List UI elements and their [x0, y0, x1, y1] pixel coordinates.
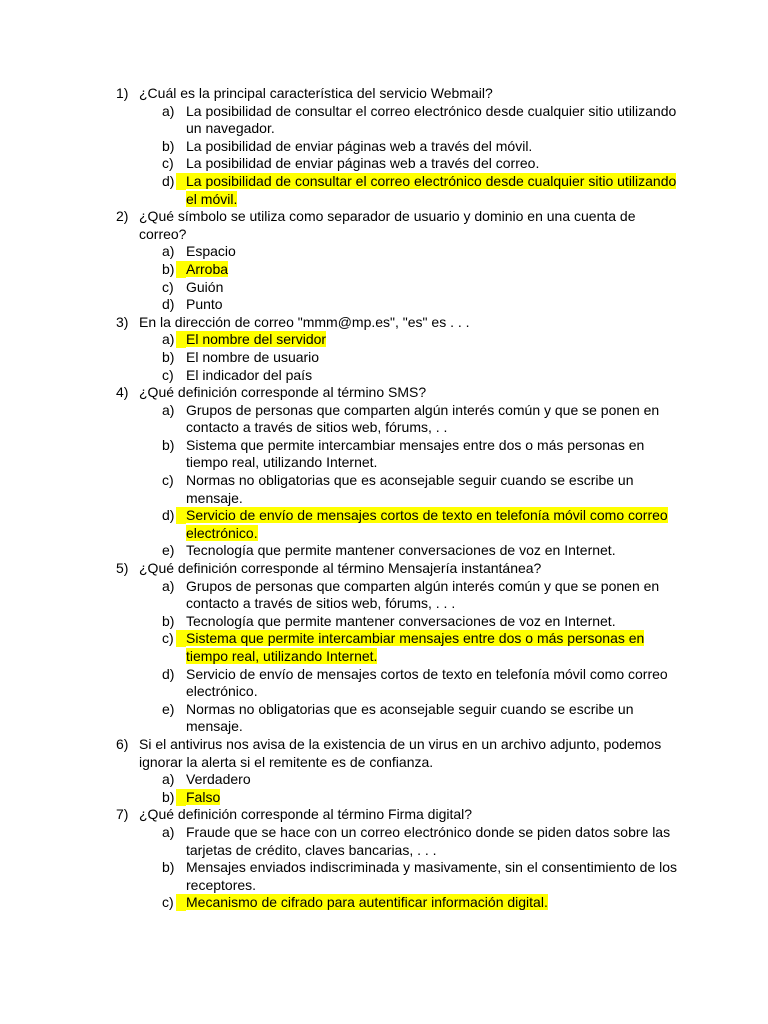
question-7 — [0, 806, 768, 824]
answer-option — [0, 789, 768, 807]
option-text: Normas no obligatorias que es aconsejable seguir cuando se escribe un mensaje. — [186, 472, 634, 506]
option-letter: c) — [162, 155, 174, 172]
question-number: 3) — [116, 313, 129, 330]
option-letter: c) — [162, 630, 174, 647]
highlight-mark — [176, 173, 186, 190]
option-text: Mensajes enviados indiscriminada y masivamente, sin el consentimiento de los receptores. — [186, 859, 678, 893]
highlighted-answer-text: La posibilidad de consultar el correo electrónico desde cualquier sitio utilizando el móvil. — [186, 172, 677, 207]
option-letter: d) — [162, 296, 175, 313]
highlighted-answer-text: Arroba — [186, 260, 229, 277]
answer-option — [0, 331, 768, 349]
answer-option — [0, 437, 768, 472]
highlighted-answer-text: Sistema que permite intercambiar mensajes entre dos o más personas en tiempo real, utilizando Internet. — [186, 630, 645, 664]
option-text: Verdadero — [186, 771, 251, 788]
option-text: Guión — [186, 278, 224, 295]
option-letter: b) — [162, 788, 175, 805]
answer-option — [0, 367, 768, 385]
option-text: La posibilidad de enviar páginas web a través del correo. — [186, 155, 540, 172]
question-text: ¿Qué definición corresponde al término Mensajería instantánea? — [139, 560, 542, 577]
option-text: El indicador del país — [186, 366, 313, 383]
highlighted-answer-text: Servicio de envío de mensajes cortos de texto en telefonía móvil como correo electrónico. — [186, 507, 668, 541]
answer-option — [0, 894, 768, 912]
answer-option — [0, 103, 768, 138]
option-letter: d) — [162, 665, 175, 682]
option-letter: a) — [162, 102, 175, 119]
option-letter: b) — [162, 436, 175, 453]
question-6 — [0, 736, 768, 771]
answer-option — [0, 701, 768, 736]
option-letter: c) — [162, 894, 174, 911]
option-letter: a) — [162, 243, 175, 260]
option-text: Grupos de personas que comparten algún interés común y que se ponen en contacto a través de sitios web, fórums, . . — [186, 401, 660, 436]
option-letter: a) — [162, 401, 175, 418]
answer-option — [0, 138, 768, 156]
answer-option — [0, 296, 768, 314]
answer-option — [0, 349, 768, 367]
option-text: Servicio de envío de mensajes cortos de texto en telefonía móvil como correo electrónico. — [186, 665, 668, 700]
answer-option — [0, 613, 768, 631]
option-text: Fraude que se hace con un correo electrónico donde se piden datos sobre las tarjetas de crédito, claves bancarias, . . . — [186, 823, 671, 858]
answer-option — [0, 630, 768, 665]
highlight-mark — [176, 331, 186, 348]
question-number: 1) — [116, 85, 129, 101]
answer-option — [0, 578, 768, 613]
question-2 — [0, 208, 768, 243]
highlight-mark — [176, 261, 186, 278]
question-number: 5) — [116, 560, 129, 577]
option-letter: a) — [162, 577, 175, 594]
question-number: 7) — [116, 806, 129, 823]
answer-option — [0, 402, 768, 437]
highlight-mark — [176, 630, 186, 647]
option-text: Grupos de personas que comparten algún interés común y que se ponen en contacto a través de sitios web, fórums, . . . — [186, 577, 660, 612]
highlighted-answer-text: Falso — [186, 788, 221, 805]
option-letter: c) — [162, 366, 174, 383]
option-letter: b) — [162, 859, 175, 876]
answer-option — [0, 243, 768, 261]
option-letter: a) — [162, 331, 175, 348]
question-5 — [0, 560, 768, 578]
answer-option — [0, 279, 768, 297]
option-letter: c) — [162, 278, 174, 295]
quiz-document — [0, 85, 768, 912]
option-letter: b) — [162, 612, 175, 629]
question-text: ¿Qué símbolo se utiliza como separador de usuario y dominio en una cuenta de correo? — [139, 208, 636, 242]
option-text: La posibilidad de enviar páginas web a través del móvil. — [186, 137, 533, 154]
question-text: ¿Qué definición corresponde al término SMS? — [139, 384, 427, 401]
question-text: ¿Qué definición corresponde al término Firma digital? — [139, 806, 473, 823]
option-letter: d) — [162, 507, 175, 524]
option-text: El nombre de usuario — [186, 348, 320, 365]
option-text: Tecnología que permite mantener conversaciones de voz en Internet. — [186, 542, 616, 559]
option-letter: b) — [162, 137, 175, 154]
question-3 — [0, 314, 768, 332]
option-text: Tecnología que permite mantener conversaciones de voz en Internet. — [186, 612, 616, 629]
highlighted-answer-text: Mecanismo de cifrado para autentificar información digital. — [186, 894, 548, 911]
question-1 — [0, 85, 768, 103]
highlight-mark — [176, 507, 186, 524]
option-letter: e) — [162, 700, 175, 717]
option-letter: b) — [162, 260, 175, 277]
option-text: Normas no obligatorias que es aconsejable seguir cuando se escribe un mensaje. — [186, 700, 634, 735]
option-text: La posibilidad de consultar el correo electrónico desde cualquier sitio utilizando un navegador. — [186, 102, 677, 137]
highlight-mark — [176, 789, 186, 806]
answer-option — [0, 824, 768, 859]
option-letter: a) — [162, 771, 175, 788]
answer-option — [0, 542, 768, 560]
option-letter: e) — [162, 542, 175, 559]
answer-option — [0, 771, 768, 789]
question-text: Si el antivirus nos avisa de la existencia de un virus en un archivo adjunto, podemos ignorar la alerta si el remitente es de confianza. — [139, 735, 662, 770]
question-number: 4) — [116, 384, 129, 401]
question-number: 6) — [116, 735, 129, 752]
highlight-mark — [176, 894, 186, 911]
question-text: En la dirección de correo "mmm@mp.es", "es" es . . . — [139, 313, 470, 330]
answer-option — [0, 859, 768, 894]
answer-option — [0, 173, 768, 208]
answer-option — [0, 261, 768, 279]
answer-option — [0, 155, 768, 173]
answer-option — [0, 666, 768, 701]
option-letter: c) — [162, 472, 174, 489]
option-letter: a) — [162, 823, 175, 840]
option-text: Sistema que permite intercambiar mensajes entre dos o más personas en tiempo real, utilizando Internet. — [186, 436, 645, 471]
option-text: Espacio — [186, 243, 236, 260]
highlighted-answer-text: El nombre del servidor — [186, 331, 327, 348]
answer-option — [0, 507, 768, 542]
question-4 — [0, 384, 768, 402]
question-number: 2) — [116, 208, 129, 225]
option-letter: b) — [162, 348, 175, 365]
option-letter: d) — [162, 172, 175, 189]
question-text: ¿Cuál es la principal característica del servicio Webmail? — [139, 85, 493, 101]
answer-option — [0, 472, 768, 507]
option-text: Punto — [186, 296, 223, 313]
